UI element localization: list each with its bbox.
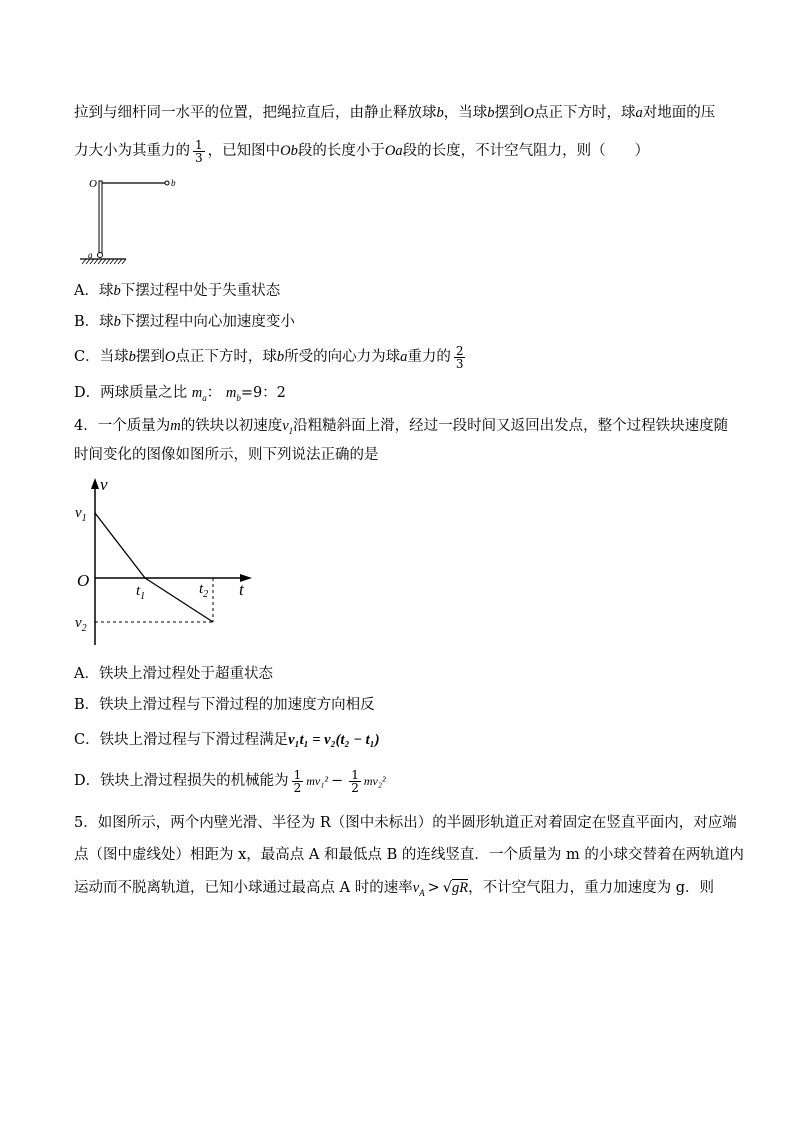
var-O: O [523, 105, 534, 121]
numerator: 1 [293, 767, 302, 782]
subscript: 1 [288, 425, 294, 436]
var-a: a [400, 349, 408, 365]
text: A．球 [74, 283, 114, 299]
q4-line-2 [74, 445, 379, 465]
text: 下摆过程中向心加速度变小 [120, 314, 295, 330]
var-Ob: Ob [280, 143, 298, 159]
label-O: O [89, 178, 97, 190]
formula: mv₂² [363, 774, 386, 788]
text: 摆到 [494, 105, 524, 121]
q4-line-1 [74, 416, 728, 441]
q3-line-1 [74, 103, 715, 123]
v-axis-arrow [91, 478, 99, 489]
q4-vt-graph [70, 475, 260, 650]
denominator: 3 [195, 150, 203, 165]
var-O: O [164, 349, 176, 365]
subscript: b [236, 392, 241, 403]
q4-option-C [74, 730, 380, 750]
v1-label: $v_1$ [75, 505, 87, 524]
fraction-half [349, 769, 361, 794]
q5-line-1: 5．如图所示，两个内壁光滑、半径为 R（图中未标出）的半圆形轨道正对着固定在竖直平面内，对应端 [74, 815, 737, 831]
origin-label: O [77, 571, 90, 590]
text: 下摆过程中处于失重状态 [120, 283, 281, 299]
text: ，已知图中 [207, 143, 281, 159]
text: 运动而不脱离轨道，已知小球通过最高点 A 时的速率 [74, 880, 413, 896]
var-b: b [487, 105, 495, 121]
t1-label: $t_1$ [136, 583, 146, 602]
upslide-line [95, 513, 145, 578]
var-b: b [276, 349, 285, 365]
denominator: 2 [293, 780, 302, 795]
q3-option-A [74, 281, 280, 301]
var-m: m [225, 385, 237, 401]
t-axis-label: t [239, 580, 244, 599]
ball-b [165, 181, 169, 185]
text: 段的长度，不计空气阻力，则（ ） [402, 143, 650, 159]
var-a: a [635, 105, 643, 121]
text: 拉到与细杆同一水平的位置，把绳拉直后，由静止释放球 [74, 105, 437, 121]
text: D．两球质量之比 [74, 385, 188, 401]
var-b: b [436, 105, 444, 121]
numerator: 1 [351, 767, 359, 782]
label-b: b [171, 178, 176, 188]
q4-option-A: A．铁块上滑过程处于超重状态 [74, 666, 273, 682]
fraction-one-third [193, 139, 205, 164]
text: ，不计空气阻力，重力加速度为 g．则 [468, 880, 715, 896]
q3-option-B [74, 312, 295, 332]
q3-pendulum-figure [74, 170, 194, 270]
q3-option-C [74, 340, 468, 374]
v2-label: $v_2$ [75, 615, 87, 634]
text: 点正下方时，球 [533, 105, 636, 121]
q5-line-3 [74, 878, 714, 903]
numerator: 2 [455, 343, 464, 358]
text: C．当球 [74, 349, 129, 365]
rod [99, 181, 102, 256]
fraction-two-thirds [454, 345, 466, 370]
numerator: 1 [195, 137, 203, 152]
text: 段的长度小于 [297, 143, 385, 159]
denominator: 2 [351, 780, 359, 795]
text: D．铁块上滑过程损失的机械能为 [74, 773, 289, 789]
text: 4．一个质量为 [74, 418, 171, 434]
q3-line-2 [74, 136, 649, 166]
text: =9：2 [240, 385, 286, 401]
q3-option-D [74, 383, 286, 408]
var-b: b [128, 349, 136, 365]
text: 所受的向心力为球 [284, 349, 401, 365]
var-v: v [282, 418, 289, 434]
text: 摆到 [135, 349, 165, 365]
text: B．球 [74, 314, 114, 330]
formula: mv₁² [306, 774, 329, 788]
sqrt-symbol: √ [442, 880, 453, 896]
text: 沿粗糙斜面上滑，经过一段时间又返回出发点，整个过程铁块速度随 [293, 418, 729, 434]
var-b: b [113, 314, 121, 330]
text: 对地面的压 [642, 105, 716, 121]
t2-label: $t_2$ [199, 581, 209, 600]
denominator: 3 [455, 356, 464, 371]
text: 的铁块以初速度 [180, 418, 283, 434]
greater-than: > [427, 880, 440, 896]
fraction-half [292, 769, 304, 794]
text: 点正下方时，球 [175, 349, 277, 365]
text: 重力的 [407, 349, 451, 365]
var-Oa: Oa [384, 143, 403, 159]
text: ，当球 [443, 105, 488, 121]
v-axis-label: v [100, 475, 108, 494]
sqrt-radicand: gR [452, 880, 469, 896]
subscript: a [202, 392, 207, 403]
var-m: m [170, 418, 181, 434]
text: ： [206, 385, 222, 401]
ball-a [98, 253, 103, 258]
formula: v₁t₁ = v₂(t₂ − t₁) [288, 732, 380, 748]
label-a: a [88, 250, 93, 260]
text: 时间变化的图像如图所示，则下列说法正确的是 [74, 447, 379, 463]
var-b: b [113, 283, 121, 299]
q4-option-B: B．铁块上滑过程与下滑过程的加速度方向相反 [74, 697, 375, 713]
subscript: A [419, 887, 425, 898]
minus: − [331, 773, 344, 789]
q5-line-2: 点（图中虚线处）相距为 x，最高点 A 和最低点 B 的连线竖直．一个质量为 m 的小球交替着在两轨道内 [74, 847, 744, 863]
text: 力大小为其重力的 [74, 143, 190, 159]
var-m: m [191, 385, 203, 401]
q4-option-D [74, 764, 386, 798]
text: C．铁块上滑过程与下滑过程满足 [74, 732, 289, 748]
var-v: v [412, 880, 420, 896]
